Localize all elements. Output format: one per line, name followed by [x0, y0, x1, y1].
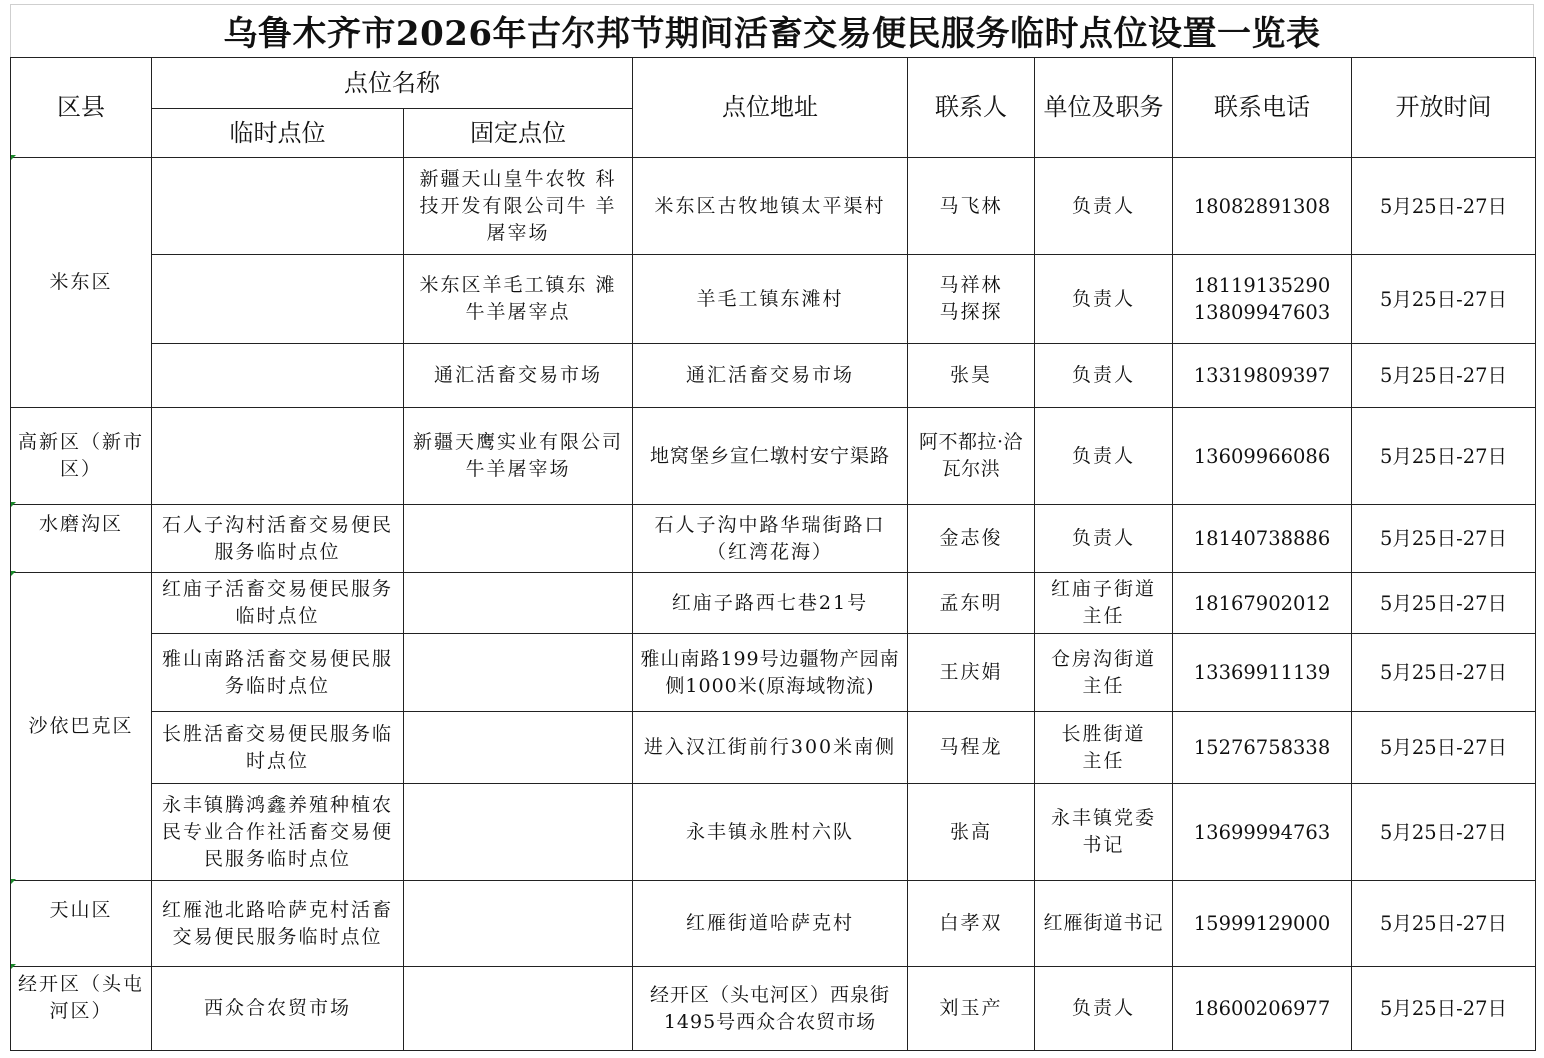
- address-cell: 雅山南路199号边疆物产园南侧1000米(原海域物流): [633, 634, 908, 712]
- temp-point-cell: 雅山南路活畜交易便民服务临时点位: [152, 634, 404, 712]
- hours-cell: 5月25日-27日: [1352, 505, 1536, 573]
- temp-point-cell: 西众合农贸市场: [152, 967, 404, 1051]
- position-cell: 负责人: [1035, 344, 1173, 408]
- position-cell: 负责人: [1035, 967, 1173, 1051]
- phone-cell: 13699994763: [1173, 784, 1352, 881]
- position-cell: 负责人: [1035, 408, 1173, 505]
- fixed-point-cell: [404, 967, 633, 1051]
- contact-cell: 张昊: [908, 344, 1035, 408]
- col-temp-point: 临时点位: [152, 109, 404, 158]
- position-cell: 永丰镇党委书记: [1035, 784, 1173, 881]
- table-row: [11, 784, 1536, 881]
- table-row: [11, 255, 1536, 344]
- hours-cell: 5月25日-27日: [1352, 344, 1536, 408]
- contact-cell: 刘玉产: [908, 967, 1035, 1051]
- temp-point-cell: [152, 158, 404, 255]
- col-point-name: 点位名称: [152, 58, 633, 109]
- fixed-point-cell: 米东区羊毛工镇东 滩牛羊屠宰点: [404, 255, 633, 344]
- fixed-point-cell: 通汇活畜交易市场: [404, 344, 633, 408]
- comment-marker-icon: [11, 879, 16, 884]
- hours-cell: 5月25日-27日: [1352, 408, 1536, 505]
- col-county: 区县: [11, 58, 152, 158]
- county-cell: 经开区（头屯河区）: [11, 967, 152, 1051]
- position-cell: 仓房沟街道主任: [1035, 634, 1173, 712]
- comment-marker-icon: [11, 571, 16, 576]
- address-cell: 红雁街道哈萨克村: [633, 881, 908, 967]
- phone-cell: 18140738886: [1173, 505, 1352, 573]
- contact-cell: 白孝双: [908, 881, 1035, 967]
- temp-point-cell: 石人子沟村活畜交易便民服务临时点位: [152, 505, 404, 573]
- address-cell: 进入汉江街前行300米南侧: [633, 712, 908, 784]
- col-hours: 开放时间: [1352, 58, 1536, 158]
- hours-cell: 5月25日-27日: [1352, 967, 1536, 1051]
- address-cell: 经开区（头屯河区）西泉街1495号西众合农贸市场: [633, 967, 908, 1051]
- hours-cell: 5月25日-27日: [1352, 634, 1536, 712]
- phone-cell: 13369911139: [1173, 634, 1352, 712]
- address-cell: 永丰镇永胜村六队: [633, 784, 908, 881]
- position-cell: 负责人: [1035, 505, 1173, 573]
- col-contact: 联系人: [908, 58, 1035, 158]
- hours-cell: 5月25日-27日: [1352, 881, 1536, 967]
- page-title: 乌鲁木齐市2026年古尔邦节期间活畜交易便民服务临时点位设置一览表: [10, 4, 1534, 58]
- fixed-point-cell: [404, 573, 633, 634]
- phone-cell: 18082891308: [1173, 158, 1352, 255]
- col-phone: 联系电话: [1173, 58, 1352, 158]
- phone-cell: 18119135290 13809947603: [1173, 255, 1352, 344]
- contact-cell: 马程龙: [908, 712, 1035, 784]
- county-cell: 米东区: [11, 158, 152, 408]
- comment-marker-icon: [11, 155, 16, 160]
- phone-cell: 18167902012: [1173, 573, 1352, 634]
- col-position: 单位及职务: [1035, 58, 1173, 158]
- header-row: [11, 58, 1536, 109]
- hours-cell: 5月25日-27日: [1352, 573, 1536, 634]
- fixed-point-cell: 新疆天山皇牛农牧 科技开发有限公司牛 羊屠宰场: [404, 158, 633, 255]
- points-table: [10, 57, 1536, 1051]
- hours-cell: 5月25日-27日: [1352, 158, 1536, 255]
- fixed-point-cell: [404, 505, 633, 573]
- temp-point-cell: 红庙子活畜交易便民服务临时点位: [152, 573, 404, 634]
- col-fixed-point: 固定点位: [404, 109, 633, 158]
- address-cell: 羊毛工镇东滩村: [633, 255, 908, 344]
- temp-point-cell: 永丰镇腾鸿鑫养殖种植农民专业合作社活畜交易便民服务临时点位: [152, 784, 404, 881]
- position-cell: 红雁街道书记: [1035, 881, 1173, 967]
- phone-cell: 13319809397: [1173, 344, 1352, 408]
- county-cell: 天山区: [11, 881, 152, 967]
- contact-cell: 金志俊: [908, 505, 1035, 573]
- table-row: [11, 712, 1536, 784]
- table-row: [11, 344, 1536, 408]
- contact-cell: 孟东明: [908, 573, 1035, 634]
- contact-cell: 王庆娟: [908, 634, 1035, 712]
- table-row: [11, 573, 1536, 634]
- fixed-point-cell: 新疆天鹰实业有限公司牛羊屠宰场: [404, 408, 633, 505]
- position-cell: 长胜街道 主任: [1035, 712, 1173, 784]
- temp-point-cell: [152, 408, 404, 505]
- phone-cell: 18600206977: [1173, 967, 1352, 1051]
- address-cell: 红庙子路西七巷21号: [633, 573, 908, 634]
- county-cell: 沙依巴克区: [11, 573, 152, 881]
- hours-cell: 5月25日-27日: [1352, 255, 1536, 344]
- fixed-point-cell: [404, 881, 633, 967]
- phone-cell: 15276758338: [1173, 712, 1352, 784]
- phone-cell: 15999129000: [1173, 881, 1352, 967]
- table-row: [11, 158, 1536, 255]
- temp-point-cell: 红雁池北路哈萨克村活畜交易便民服务临时点位: [152, 881, 404, 967]
- position-cell: 负责人: [1035, 158, 1173, 255]
- position-cell: 负责人: [1035, 255, 1173, 344]
- table-row: [11, 634, 1536, 712]
- address-cell: 通汇活畜交易市场: [633, 344, 908, 408]
- temp-point-cell: [152, 255, 404, 344]
- contact-cell: 马飞林: [908, 158, 1035, 255]
- comment-marker-icon: [11, 502, 16, 507]
- county-cell: 水磨沟区: [11, 505, 152, 573]
- table-row: [11, 408, 1536, 505]
- address-cell: 米东区古牧地镇太平渠村: [633, 158, 908, 255]
- contact-cell: 阿不都拉·洽瓦尔洪: [908, 408, 1035, 505]
- table-row: [11, 881, 1536, 967]
- fixed-point-cell: [404, 784, 633, 881]
- fixed-point-cell: [404, 634, 633, 712]
- address-cell: 地窝堡乡宣仁墩村安宁渠路: [633, 408, 908, 505]
- table-row: [11, 967, 1536, 1051]
- table-row: [11, 505, 1536, 573]
- fixed-point-cell: [404, 712, 633, 784]
- county-cell: 高新区（新市区）: [11, 408, 152, 505]
- temp-point-cell: [152, 344, 404, 408]
- hours-cell: 5月25日-27日: [1352, 712, 1536, 784]
- contact-cell: 马祥林 马探探: [908, 255, 1035, 344]
- phone-cell: 13609966086: [1173, 408, 1352, 505]
- temp-point-cell: 长胜活畜交易便民服务临时点位: [152, 712, 404, 784]
- comment-marker-icon: [11, 964, 16, 969]
- position-cell: 红庙子街道主任: [1035, 573, 1173, 634]
- contact-cell: 张高: [908, 784, 1035, 881]
- address-cell: 石人子沟中路华瑞街路口（红湾花海）: [633, 505, 908, 573]
- hours-cell: 5月25日-27日: [1352, 784, 1536, 881]
- col-address: 点位地址: [633, 58, 908, 158]
